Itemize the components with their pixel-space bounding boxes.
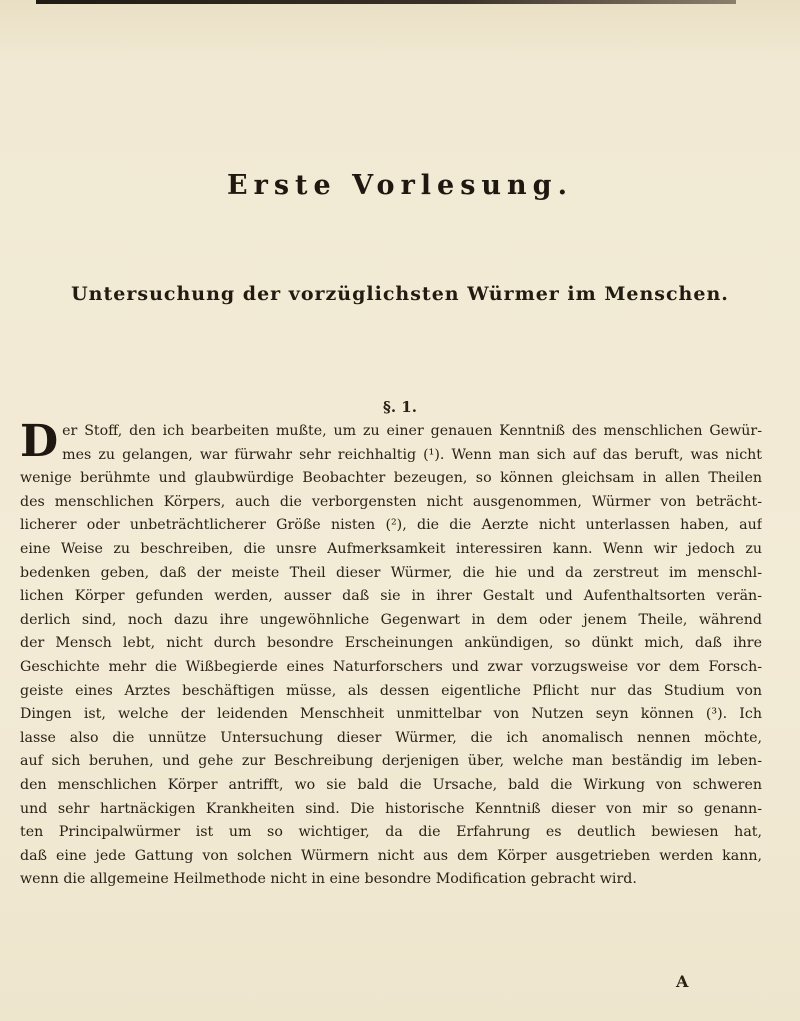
text-line: mes zu gelangen, war fürwahr sehr reichhaltig (¹). Wenn man sich auf das beruft, was nicht [62,446,762,463]
section-number: §. 1. [383,398,417,416]
top-rule [36,0,736,4]
text-line: er Stoff, den ich bearbeiten mußte, um zu einer genauen Kenntniß des menschlichen Gewür- [62,423,762,439]
text-line: wenn die allgemeine Heilmethode nicht in eine besondre Modification gebracht wird. [20,871,637,888]
text-line: lasse also die unnütze Untersuchung dieser Würmer, die ich anomalisch nennen möchte, [20,729,762,746]
drop-cap: D [20,416,59,467]
body-text [20,416,762,892]
chapter-subtitle: Untersuchung der vorzüglichsten Würmer im Menschen. [71,283,729,305]
text-line: licherer oder unbeträchtlicherer Größe nisten (²), die die Aerzte nicht unterlassen haben, auf [20,517,762,534]
text-line: auf sich beruhen, und gehe zur Beschreibung derjenigen über, welche man beständig im leben- [20,753,762,770]
text-line: daß eine jede Gattung von solchen Würmern nicht aus dem Körper ausgetrieben werden kann, [20,847,762,864]
text-line: wenige berühmte und glaubwürdige Beobachter bezeugen, so können gleichsam in allen Theilen [20,470,762,487]
text-line: Dingen ist, welche der leidenden Menschheit unmittelbar von Nutzen seyn können (³). Ich [20,706,762,723]
text-line: den menschlichen Körper antrifft, wo sie bald die Ursache, bald die Wirkung von schweren [20,776,762,793]
chapter-title: Erste Vorlesung. [227,170,573,201]
text-line: Geschichte mehr die Wißbegierde eines Naturforschers und zwar vorzugsweise vor dem Forsch- [20,658,762,675]
text-line: eine Weise zu beschreiben, die unsre Aufmerksamkeit interessiren kann. Wenn wir jedoch zu [20,540,762,557]
text-line: derlich sind, noch dazu ihre ungewöhnliche Gegenwart in dem oder jenem Theile, während [20,611,762,628]
text-line: bedenken geben, daß der meiste Theil dieser Würmer, die hie und da zerstreut im menschl- [20,564,762,581]
text-line: des menschlichen Körpers, auch die verborgensten nicht ausgenommen, Würmer von beträcht- [20,493,762,510]
text-line: ten Principalwürmer ist um so wichtiger, da die Erfahrung es deutlich bewiesen hat, [20,824,762,841]
catchword: A [676,972,689,991]
text-line: der Mensch lebt, nicht durch besondre Erscheinungen ankündigen, so dünkt mich, daß ihre [20,635,762,652]
text-line: und sehr hartnäckigen Krankheiten sind. Die historische Kenntniß dieser von mir so genann- [20,800,762,817]
text-line: lichen Körper gefunden werden, ausser daß sie in ihrer Gestalt und Aufenthaltsorten verän- [20,588,762,605]
text-line: geiste eines Arztes beschäftigen müsse, als dessen eigentliche Pflicht nur das Studium von [20,682,762,699]
